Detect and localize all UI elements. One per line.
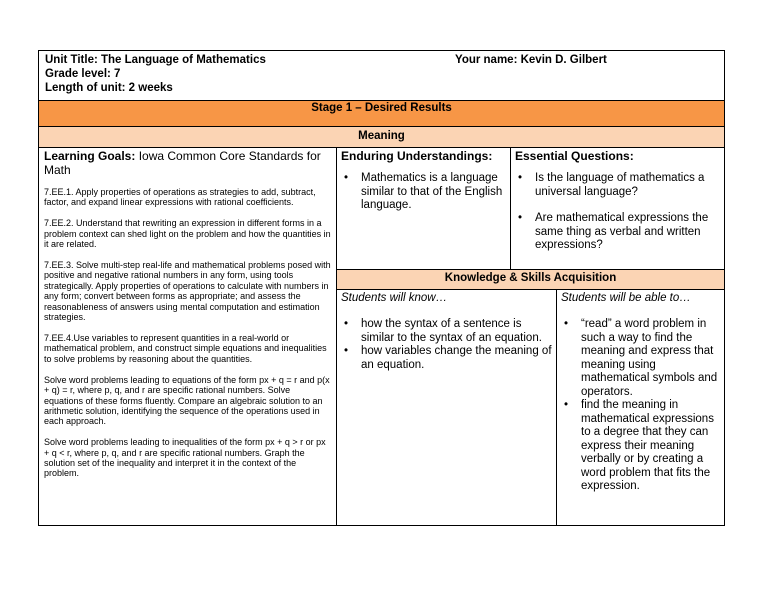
meaning-title: Meaning bbox=[39, 126, 724, 147]
standard-item: 7.EE.2. Understand that rewriting an expression in different forms in a problem context can shed light on the problem and how the quantities in it are related. bbox=[44, 218, 331, 250]
list-item: • Is the language of mathematics a universal language? bbox=[518, 172, 705, 198]
list-item: • how variables change the meaning of an equation. bbox=[344, 345, 552, 371]
students-will-be-able-cell bbox=[557, 289, 724, 525]
list-item: • Mathematics is a language similar to that of the English language. bbox=[344, 172, 503, 211]
standard-item: 7.EE.3. Solve multi-step real-life and mathematical problems posed with positive and negative rational numbers in any form, using tools strategically. Apply properties of operations to calculate with numbers in any form; convert between forms as appropriate; and assess the reasonableness of answers using mental computation and estimation strategies. bbox=[44, 260, 331, 323]
bullet-icon: • bbox=[518, 212, 523, 224]
standard-item: 7.EE.1. Apply properties of operations as strategies to add, subtract, factor, and expand linear expressions with rational coefficients. bbox=[44, 187, 316, 208]
able-label: Students will be able to… bbox=[561, 292, 691, 304]
essential-questions-cell bbox=[511, 147, 724, 269]
unit-plan-table bbox=[38, 50, 725, 526]
list-item: • Are mathematical expressions the same thing as verbal and written expressions? bbox=[518, 212, 709, 251]
learning-goals-cell bbox=[39, 147, 337, 525]
standard-item: 7.EE.4.Use variables to represent quantities in a real-world or mathematical problem, and construct simple equations and inequalities to solve problems by reasoning about the quantities. bbox=[44, 332, 327, 364]
enduring-understandings-cell bbox=[337, 147, 511, 269]
list-item: • “read” a word problem in such a way to find the meaning and express that meaning using mathematical symbols and operators. bbox=[564, 318, 718, 398]
list-item: • find the meaning in mathematical expressions to a degree that they can express their meaning verbally or by creating a word problem that fits the expression. bbox=[564, 399, 714, 492]
unit-title: Unit Title: The Language of Mathematics bbox=[45, 54, 266, 66]
know-label: Students will know… bbox=[341, 292, 448, 304]
grade-level: Grade level: 7 bbox=[45, 68, 121, 80]
learning-goals-subtitle: Iowa Common Core Standards for Math bbox=[44, 149, 321, 177]
bullet-icon: • bbox=[344, 318, 349, 330]
enduring-label: Enduring Understandings: bbox=[341, 149, 493, 163]
essential-label: Essential Questions: bbox=[515, 149, 634, 163]
bullet-icon: • bbox=[564, 318, 569, 330]
bullet-icon: • bbox=[564, 399, 569, 411]
learning-goals-label: Learning Goals: bbox=[44, 149, 136, 163]
unit-length: Length of unit: 2 weeks bbox=[45, 82, 173, 94]
list-item: • how the syntax of a sentence is similar to the syntax of an equation. bbox=[344, 318, 542, 344]
stage-title: Stage 1 – Desired Results bbox=[39, 100, 724, 126]
unit-header bbox=[39, 51, 724, 100]
students-will-know-cell bbox=[337, 289, 557, 525]
bullet-icon: • bbox=[518, 172, 523, 184]
bullet-icon: • bbox=[344, 345, 349, 357]
bullet-icon: • bbox=[344, 172, 349, 184]
author-name: Your name: Kevin D. Gilbert bbox=[455, 54, 607, 66]
standard-item: Solve word problems leading to inequalities of the form px + q > r or px + q < r, where p, q, and r are specific rational numbers. Graph the solution set of the inequality and interpret it in the context of the problem. bbox=[44, 437, 326, 479]
standard-item: Solve word problems leading to equations of the form px + q = r and p(x + q) = r, where p, q, and r are specific rational numbers. Solve equations of these forms fluently. Compare an algebraic solution to an arithmetic solution, identifying the sequence of the operations used in each approach. bbox=[44, 374, 330, 427]
ksa-title: Knowledge & Skills Acquisition bbox=[337, 269, 724, 289]
